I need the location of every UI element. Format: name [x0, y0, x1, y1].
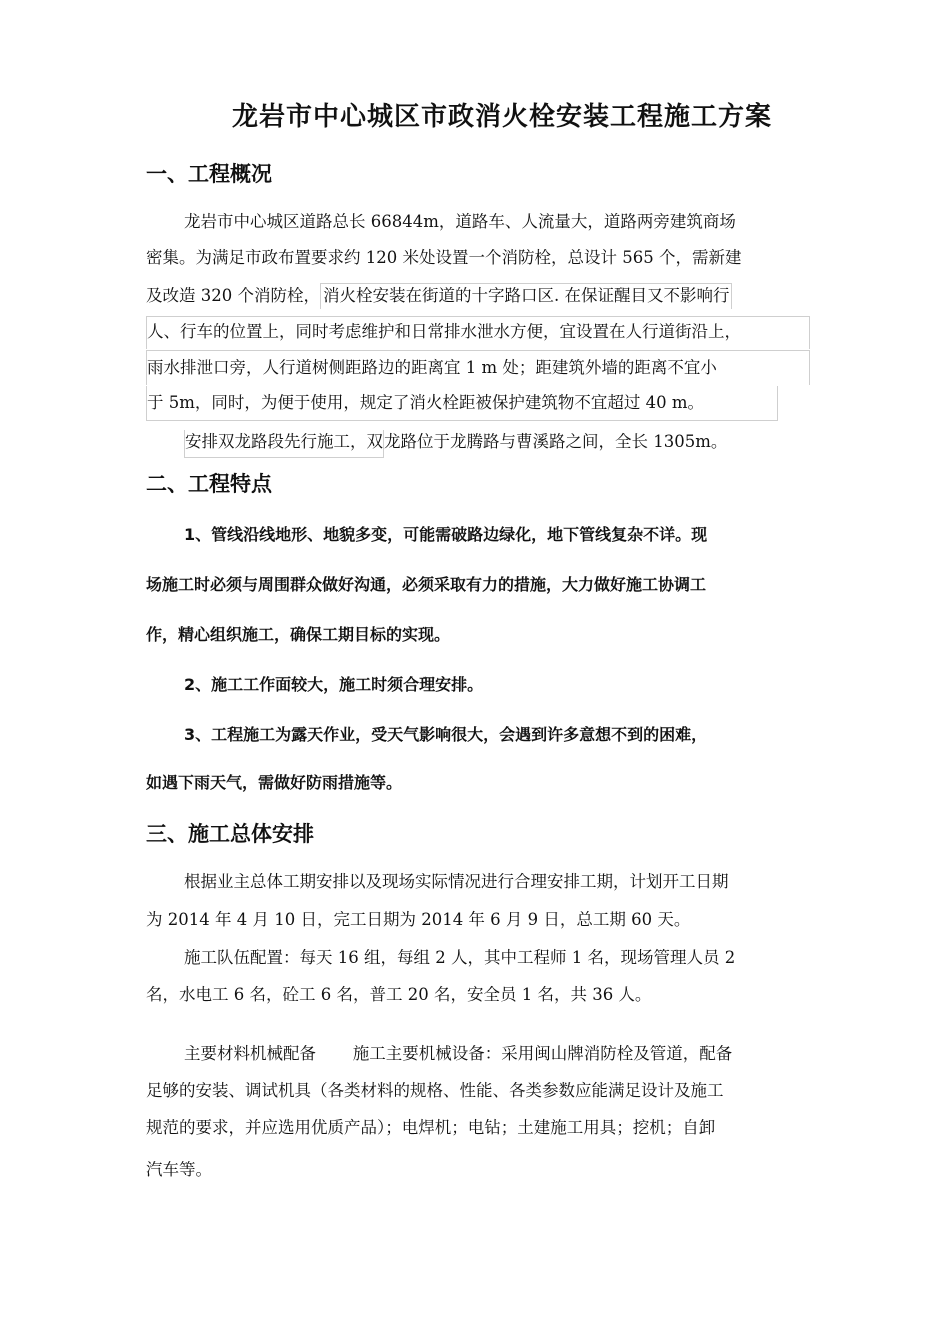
section-1-heading: 一、工程概况	[146, 162, 272, 186]
s2-line-5: 3、工程施工为露天作业，受天气影响很大，会遇到许多意想不到的困难，	[184, 725, 708, 744]
s2-line-3: 作，精心组织施工，确保工期目标的实现。	[146, 625, 451, 644]
s3-line-6: 足够的安装、调试机具（各类材料的规格、性能、各类参数应能满足设计及施工	[146, 1081, 724, 1100]
s1-line-6: 于 5m，同时，为便于使用，规定了消火栓距被保护建筑物不宜超过 40 m。	[146, 386, 778, 421]
s1-line-1: 龙岩市中心城区道路总长 66844m，道路车、人流量大，道路两旁建筑商场	[184, 212, 736, 231]
s3-line-5: 主要材料机械配备 施工主要机械设备：采用闽山牌消防栓及管道，配备	[184, 1044, 733, 1063]
section-3-heading: 三、施工总体安排	[146, 822, 314, 846]
s2-line-1: 1、管线沿线地形、地貌多变，可能需破路边绿化，地下管线复杂不详。现	[184, 525, 708, 544]
s1-line-7	[184, 428, 848, 452]
s3-line-4: 名，水电工 6 名，砼工 6 名，普工 20 名，安全员 1 名，共 36 人。	[146, 985, 652, 1004]
s1-line-3	[146, 282, 810, 306]
section-2-heading: 二、工程特点	[146, 472, 272, 496]
s3-line-8: 汽车等。	[146, 1160, 212, 1179]
s1-line-5: 雨水排泄口旁，人行道树侧距路边的距离宜 1 m 处；距建筑外墙的距离不宜小	[146, 350, 810, 385]
s2-line-2: 场施工时必须与周围群众做好沟通，必须采取有力的措施，大力做好施工协调工	[146, 575, 707, 594]
s1-line-7a: 安排双龙路段先行施工，双	[184, 430, 384, 458]
s1-line-3b: 消火栓安装在街道的十字路口区. 在保证醒目又不影响行	[320, 283, 733, 309]
s1-line-4: 人、行车的位置上，同时考虑维护和日常排水泄水方便，宜设置在人行道街沿上，	[146, 316, 810, 349]
s2-line-4: 2、施工工作面较大，施工时须合理安排。	[184, 675, 484, 694]
s3-line-1: 根据业主总体工期安排以及现场实际情况进行合理安排工期，计划开工日期	[184, 872, 729, 891]
s1-line-3a: 及改造 320 个消防栓，	[146, 286, 320, 305]
s1-line-7b: 龙路位于龙腾路与曹溪路之间，全长 1305m。	[384, 432, 728, 451]
s3-line-7: 规范的要求，并应选用优质产品）；电焊机；电钻；土建施工用具；挖机；自卸	[146, 1118, 716, 1137]
s3-line-3: 施工队伍配置：每天 16 组，每组 2 人，其中工程师 1 名，现场管理人员 2	[184, 948, 736, 967]
s3-line-2: 为 2014 年 4 月 10 日，完工日期为 2014 年 6 月 9 日，总工期 60 天。	[146, 910, 691, 929]
s2-line-6: 如遇下雨天气，需做好防雨措施等。	[146, 773, 403, 792]
document-title: 龙岩市中心城区市政消火栓安装工程施工方案	[231, 102, 772, 132]
s1-line-2: 密集。为满足市政布置要求约 120 米处设置一个消防栓，总设计 565 个，需新建	[146, 248, 742, 267]
